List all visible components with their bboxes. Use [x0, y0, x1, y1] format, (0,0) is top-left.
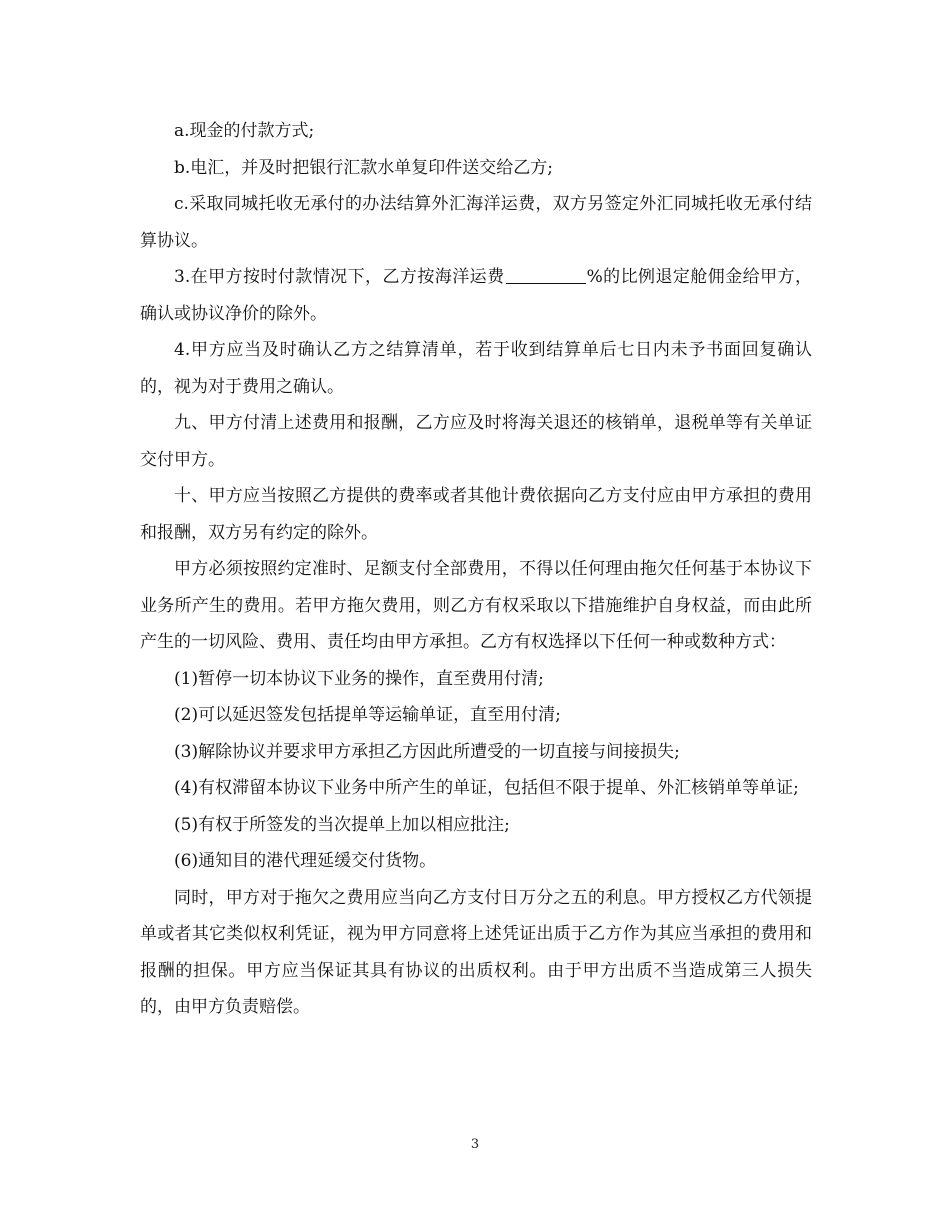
paragraph-clause-nine: 九、甲方付清上述费用和报酬，乙方应及时将海关退还的核销单，退税单等有关单证交付甲方。 — [140, 413, 812, 470]
paragraph-payment-collection: c.采取同城托收无承付的办法结算外汇海洋运费，双方另签定外汇同城托收无承付结算协议。 — [140, 194, 812, 251]
document-body — [140, 113, 812, 1026]
paragraph-clause-ten: 十、甲方应当按照乙方提供的费率或者其他计费依据向乙方支付应由甲方承担的费用和报酬，双方另有约定的除外。 — [140, 486, 812, 543]
paragraph-remedy-6: (6)通知目的港代理延缓交付货物。 — [174, 851, 437, 871]
paragraph-payment-wire: b.电汇，并及时把银行汇款水单复印件送交给乙方; — [174, 157, 554, 178]
commission-text-after: %的比例退定舱佣金给甲方，确认或协议净价的除外。 — [140, 267, 812, 324]
paragraph-remedy-4: (4)有权滞留本协议下业务中所产生的单证，包括但不限于提单、外汇核销单等单证; — [174, 778, 799, 798]
page-number: 3 — [470, 1137, 480, 1152]
paragraph-remedy-3: (3)解除协议并要求甲方承担乙方因此所遭受的一切直接与间接损失; — [174, 741, 680, 762]
commission-rate-blank — [506, 265, 586, 284]
paragraph-payment-cash: a.现金的付款方式; — [174, 121, 315, 141]
commission-text-before: 3.在甲方按时付款情况下，乙方按海洋运费 — [174, 267, 505, 287]
paragraph-remedy-2: (2)可以延迟签发包括提单等运输单证，直至用付清; — [174, 705, 561, 725]
paragraph-remedy-1: (1)暂停一切本协议下业务的操作，直至费用付清; — [174, 668, 544, 689]
paragraph-interest-pledge: 同时，甲方对于拖欠之费用应当向乙方支付日万分之五的利息。甲方授权乙方代领提单或者其它类似权利凭证，视为甲方同意将上述凭证出质于乙方作为其应当承担的费用和报酬的担保。甲方应当保证其具有协议的出质权利。由于甲方出质不当造成第三人损失的，由甲方负责赔偿。 — [140, 887, 812, 1017]
paragraph-payment-obligation: 甲方必须按照约定准时、足额支付全部费用，不得以任何理由拖欠任何基于本协议下业务所产生的费用。若甲方拖欠费用，则乙方有权采取以下措施维护自身权益，而由此所产生的一切风险、费用、责任均由甲方承担。乙方有权选择以下任何一种或数种方式： — [140, 559, 812, 652]
paragraph-commission-refund — [140, 259, 812, 332]
paragraph-statement-confirmation: 4.甲方应当及时确认乙方之结算清单，若于收到结算单后七日内未予书面回复确认的，视为对于费用之确认。 — [140, 340, 812, 397]
paragraph-remedy-5: (5)有权于所签发的当次提单上加以相应批注; — [174, 814, 510, 835]
